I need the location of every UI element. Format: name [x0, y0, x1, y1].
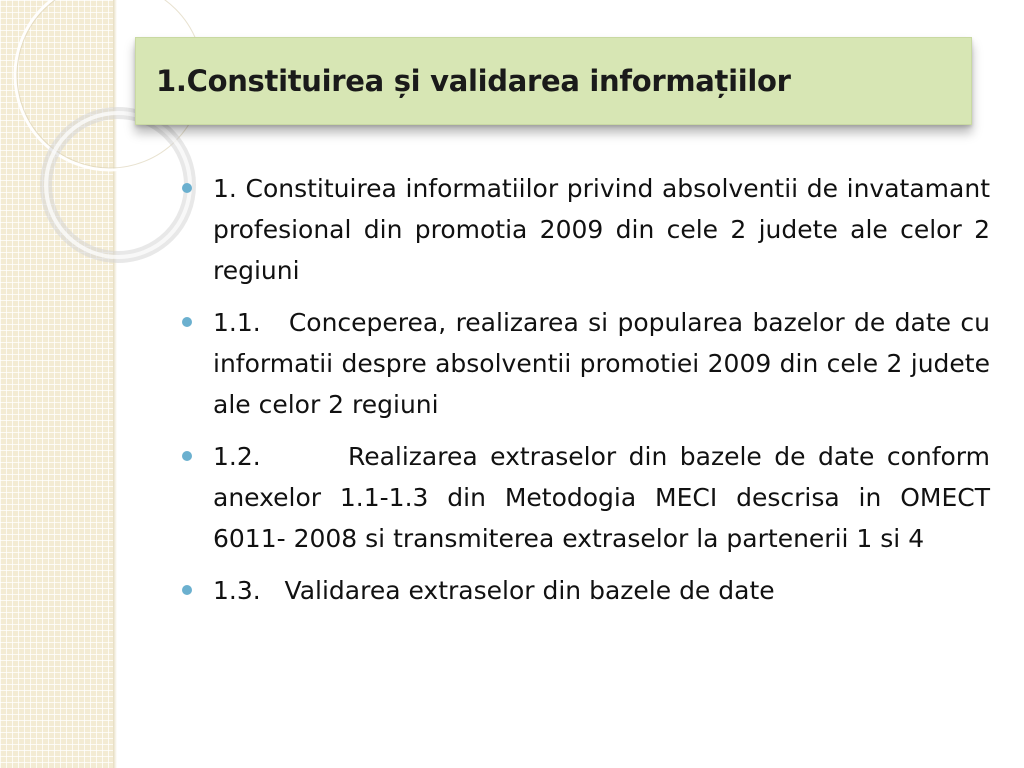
list-item-text: 1. Constituirea informatiilor privind absolventii de invatamant profesional din promotia 2009 din cele 2 judete ale celor 2 regiuni: [213, 174, 998, 285]
round-bullet-icon: [182, 585, 192, 595]
list-item: [182, 302, 998, 425]
list-item: [182, 168, 998, 291]
list-item-text: 1.1. Conceperea, realizarea si popularea bazelor de date cu informatii despre absolventii promotiei 2009 din cele 2 judete ale celor 2 regiuni: [213, 308, 998, 419]
title-box: [135, 37, 972, 125]
slide-title: 1.Constituirea și validarea informațiilor: [156, 64, 791, 98]
round-bullet-icon: [182, 317, 192, 327]
round-bullet-icon: [182, 183, 192, 193]
list-item-text: 1.2. Realizarea extraselor din bazele de date conform anexelor 1.1-1.3 din Metodogia MECI descrisa in OMECT 6011- 2008 si transmiterea extraselor la partenerii 1 si 4: [213, 442, 998, 553]
bullet-list: [182, 168, 998, 622]
list-item: [182, 436, 998, 559]
list-item-text: 1.3. Validarea extraselor din bazele de date: [213, 576, 775, 605]
round-bullet-icon: [182, 451, 192, 461]
list-item: [182, 570, 990, 611]
